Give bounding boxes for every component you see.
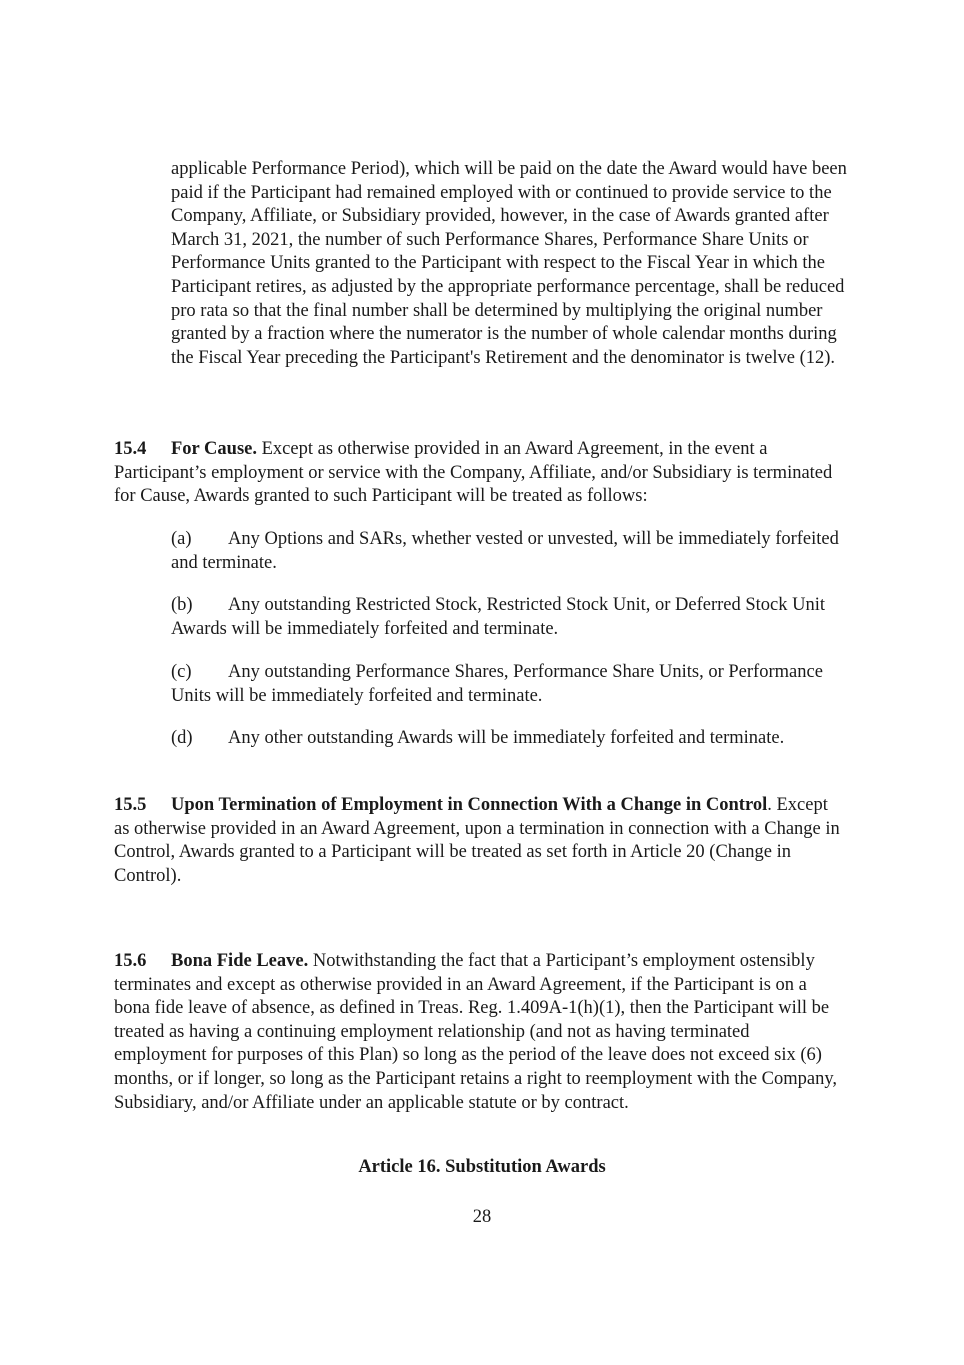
section-text: Notwithstanding the fact that a Participant’s employment ostensibly terminates and except as otherwise provided in an Award Agreement, if the Participant is on a bona fide leave of absence, as defined in Treas. Reg. 1.409A-1(h)(1), then the Participant will be treated as having a continuing employment relationship (and not as having terminated employment for purposes of this Plan) so long as the period of the leave does not exceed six (6) months, or if longer, so long as the Participant retains a right to reemployment with the Company, Subsidiary, and/or Affiliate under an applicable statute or by contract.	[114, 951, 838, 1113]
list-item-text: Any other outstanding Awards will be immediately forfeited and terminate.	[228, 728, 785, 748]
list-item-b	[171, 594, 841, 641]
section-heading: For Cause.	[171, 439, 257, 459]
section-number: 15.4	[114, 439, 147, 459]
list-item-d	[171, 727, 841, 751]
list-item-label: (d)	[171, 728, 193, 748]
list-item-text: Any outstanding Performance Shares, Performance Share Units, or Performance Units will be immediately forfeited and terminate.	[171, 662, 823, 706]
section-15-4	[114, 438, 844, 509]
section-heading: Bona Fide Leave.	[171, 951, 309, 971]
list-item-label: (b)	[171, 595, 193, 615]
section-text: . Except as otherwise provided in an Award Agreement, upon a termination in connection with a Change in Control, Awards granted to a Participant will be treated as set forth in Article 20 (Change in Control).	[114, 795, 840, 886]
page-number: 28	[472, 1207, 492, 1227]
section-number: 15.5	[114, 795, 147, 815]
list-item-text: Any outstanding Restricted Stock, Restricted Stock Unit, or Deferred Stock Unit Awards will be immediately forfeited and terminate.	[171, 595, 826, 639]
list-item-c	[171, 661, 841, 708]
list-item-label: (c)	[171, 662, 192, 682]
section-15-5	[114, 794, 844, 888]
section-text: Except as otherwise provided in an Award Agreement, in the event a Participant’s employment or service with the Company, Affiliate, and/or Subsidiary is terminated for Cause, Awards granted to such Participant will be treated as follows:	[114, 439, 833, 507]
section-15-6	[114, 950, 844, 1115]
list-item-a	[171, 528, 841, 575]
article-heading: Article 16. Substitution Awards	[358, 1157, 606, 1177]
list-item-text: Any Options and SARs, whether vested or unvested, will be immediately forfeited and terminate.	[171, 529, 839, 573]
section-number: 15.6	[114, 951, 147, 971]
list-item-label: (a)	[171, 529, 192, 549]
continuation-paragraph: applicable Performance Period), which will be paid on the date the Award would have been paid if the Participant had remained employed with or continued to provide service to the Company, Affiliate, or Subsidiary provided, however, in the case of Awards granted after March 31, 2021, the number of such Performance Shares, Performance Share Units or Performance Units granted to the Participant with respect to the Fiscal Year in which the Participant retires, as adjusted by the appropriate performance percentage, shall be reduced pro rata so that the final number shall be determined by multiplying the original number granted by a fraction where the numerator is the number of whole calendar months during the Fiscal Year preceding the Participant's Retirement and the denominator is twelve (12).	[171, 159, 847, 368]
section-heading: Upon Termination of Employment in Connection With a Change in Control	[171, 795, 768, 815]
